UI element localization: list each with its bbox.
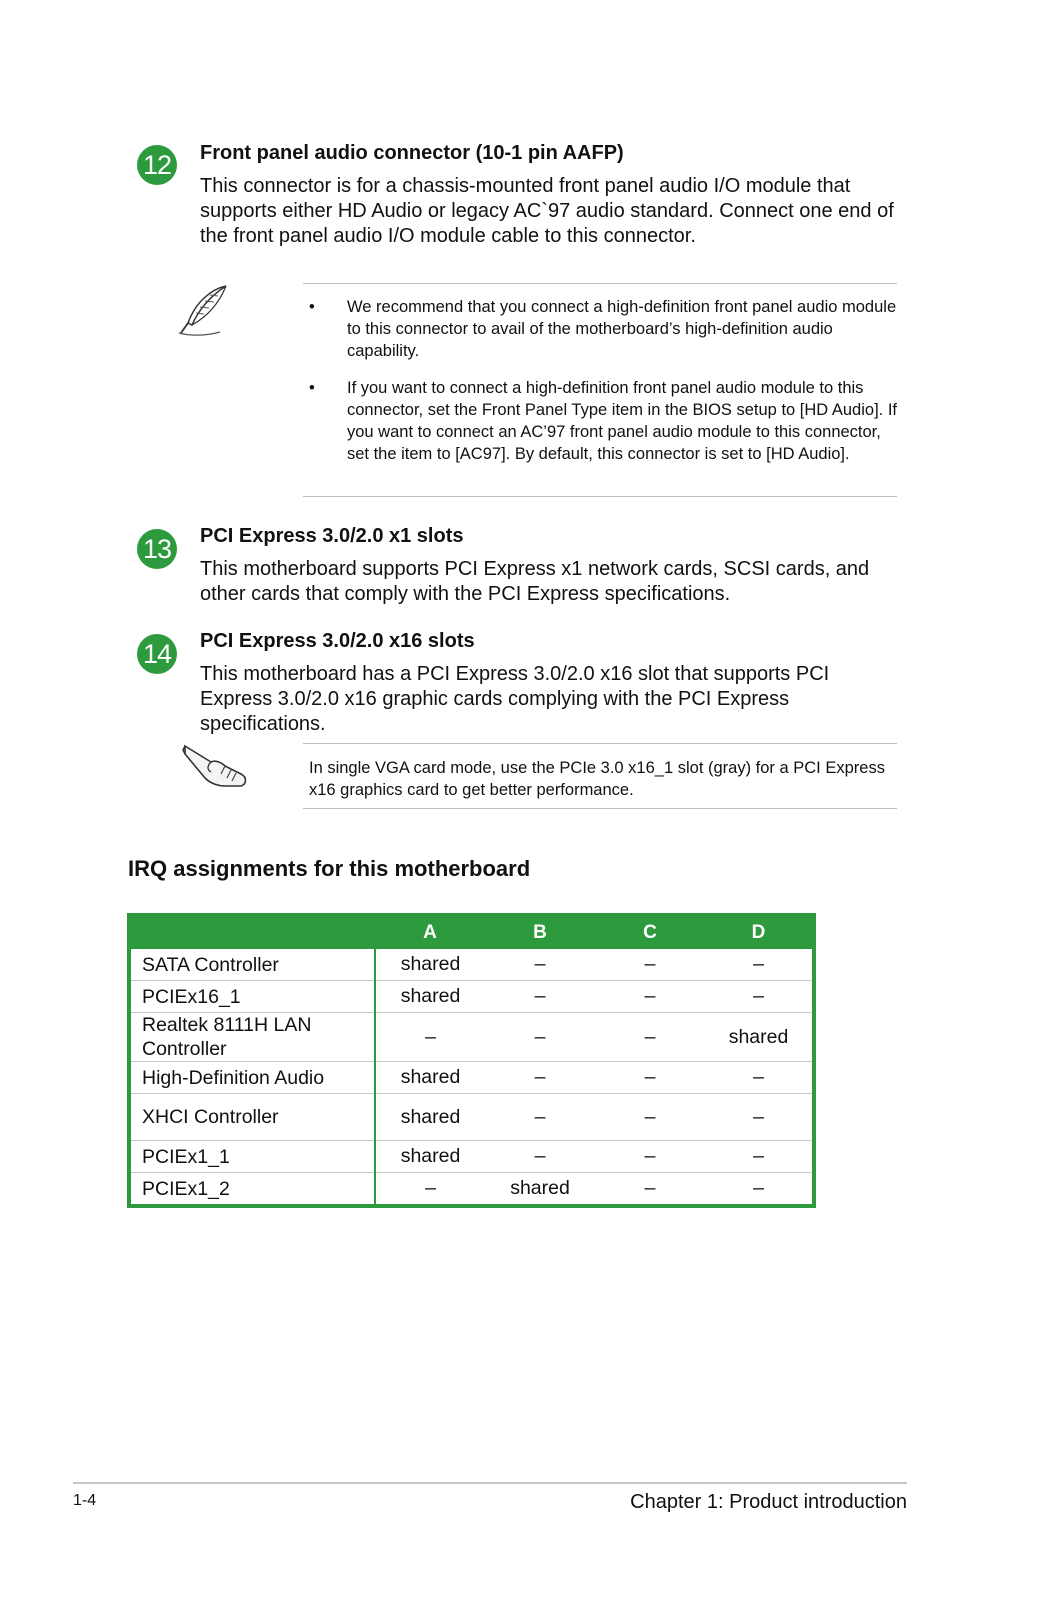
- device-cell: SATA Controller: [129, 949, 375, 981]
- note-item: [303, 377, 897, 465]
- irq-cell: –: [485, 949, 595, 981]
- irq-cell: –: [705, 1094, 814, 1141]
- irq-cell: shared: [375, 949, 485, 981]
- table-row: [129, 1173, 814, 1207]
- bullet: •: [309, 298, 315, 316]
- irq-cell: –: [595, 1141, 705, 1173]
- device-cell: High-Definition Audio: [129, 1062, 375, 1094]
- section-title: Front panel audio connector (10-1 pin AAFP): [200, 142, 624, 164]
- pointing-hand-icon: [181, 740, 251, 792]
- table-row: [129, 1141, 814, 1173]
- column-header: B: [485, 915, 595, 949]
- section-body: This motherboard supports PCI Express x1 network cards, SCSI cards, and other cards that comply with the PCI Express specifications.: [200, 558, 870, 605]
- irq-cell: –: [595, 949, 705, 981]
- section-number-badge: 12: [137, 145, 177, 185]
- column-header: A: [375, 915, 485, 949]
- table-row: [129, 949, 814, 981]
- irq-cell: –: [485, 1062, 595, 1094]
- table-header-row: [129, 915, 814, 949]
- section-title: PCI Express 3.0/2.0 x16 slots: [200, 630, 475, 652]
- irq-cell: shared: [705, 1013, 814, 1062]
- feather-pen-icon: [176, 283, 232, 337]
- page-number: 1-4: [73, 1492, 97, 1509]
- irq-cell: –: [485, 1013, 595, 1062]
- device-cell: PCIEx1_2: [129, 1173, 375, 1207]
- irq-cell: –: [485, 1141, 595, 1173]
- irq-cell: –: [705, 949, 814, 981]
- device-cell: XHCI Controller: [129, 1094, 375, 1141]
- irq-cell: –: [705, 1141, 814, 1173]
- irq-section-title: IRQ assignments for this motherboard: [128, 856, 531, 881]
- section-title: PCI Express 3.0/2.0 x1 slots: [200, 525, 464, 547]
- irq-cell: –: [485, 981, 595, 1013]
- tip-text: In single VGA card mode, use the PCIe 3.0 x16_1 slot (gray) for a PCI Express x16 graphics card to get better performance.: [309, 759, 885, 799]
- column-header: D: [705, 915, 814, 949]
- irq-cell: –: [595, 1013, 705, 1062]
- irq-cell: shared: [510, 1177, 570, 1199]
- irq-cell: –: [595, 981, 705, 1013]
- irq-cell: –: [644, 1177, 656, 1199]
- column-header: [129, 915, 375, 949]
- tip-box: [303, 743, 897, 809]
- bullet: •: [309, 379, 315, 397]
- note-list: [303, 284, 897, 465]
- irq-cell: –: [705, 981, 814, 1013]
- irq-cell: shared: [375, 1094, 485, 1141]
- section-number-badge: 14: [137, 634, 177, 674]
- chapter-title: Chapter 1: Product introduction: [630, 1491, 907, 1513]
- note-item: [303, 296, 897, 362]
- irq-cell: –: [595, 1094, 705, 1141]
- irq-cell: –: [753, 1177, 764, 1199]
- irq-cell: –: [425, 1177, 436, 1199]
- footer-divider: [73, 1482, 907, 1484]
- table-row: [129, 1013, 814, 1062]
- section-body: This connector is for a chassis-mounted front panel audio I/O module that supports either HD Audio or legacy AC`97 audio standard. Connect one end of the front panel audio I/O module cable to this connector.: [200, 175, 894, 247]
- column-header: C: [595, 915, 705, 949]
- irq-cell: –: [595, 1062, 705, 1094]
- table-row: [129, 1094, 814, 1141]
- device-cell: PCIEx1_1: [129, 1141, 375, 1173]
- irq-cell: –: [485, 1094, 595, 1141]
- table-row: [129, 1062, 814, 1094]
- section-number-badge: 13: [137, 529, 177, 569]
- table-row: [129, 981, 814, 1013]
- irq-cell: shared: [375, 981, 485, 1013]
- irq-table: [127, 913, 816, 1208]
- section-body: This motherboard has a PCI Express 3.0/2.0 x16 slot that supports PCI Express 3.0/2.0 x16 graphic cards complying with the PCI Express specifications.: [200, 663, 830, 735]
- note-item-text: We recommend that you connect a high-definition front panel audio module to this connector to avail of the motherboard’s high-definition audio capability.: [347, 298, 897, 360]
- irq-cell: –: [375, 1013, 485, 1062]
- irq-cell: –: [705, 1062, 814, 1094]
- note-box: [303, 283, 897, 497]
- device-cell: Realtek 8111H LAN Controller: [129, 1013, 375, 1062]
- irq-cell: shared: [375, 1062, 485, 1094]
- device-cell: PCIEx16_1: [129, 981, 375, 1013]
- note-item-text: If you want to connect a high-definition front panel audio module to this connector, set the Front Panel Type item in the BIOS setup to [HD Audio]. If you want to connect an AC’97 front panel audio module to this connector, set the item to [AC97]. By default, this connector is set to [HD Audio].: [347, 379, 897, 463]
- irq-cell: shared: [375, 1141, 485, 1173]
